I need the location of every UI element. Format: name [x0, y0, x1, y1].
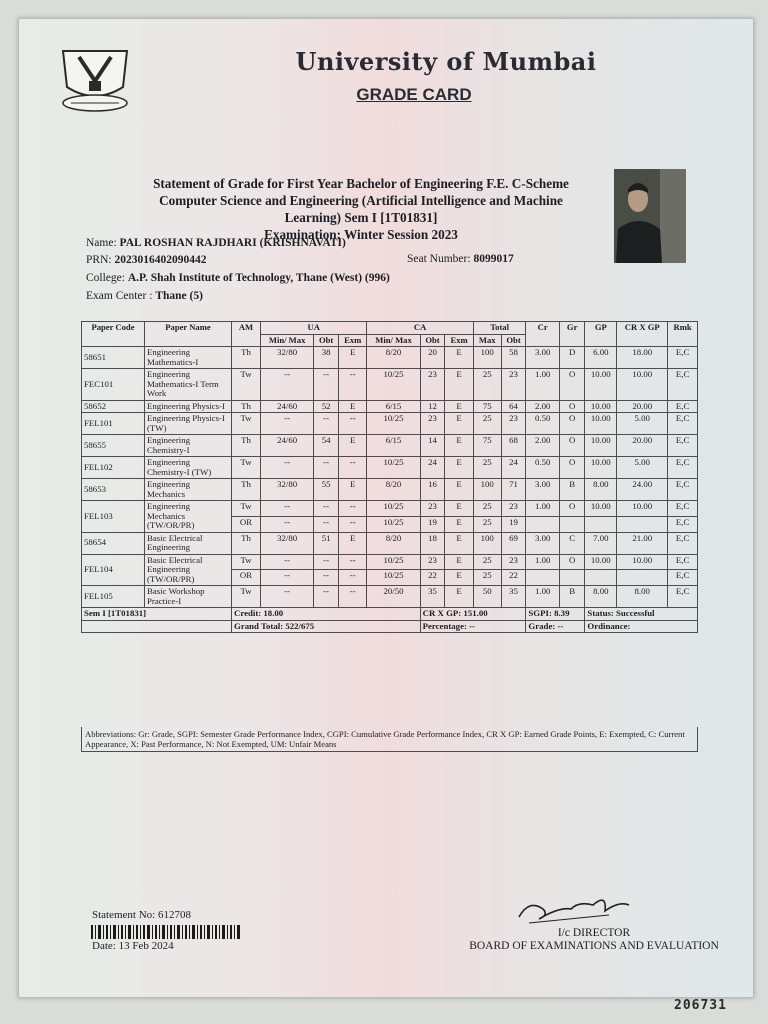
exam-center-row [86, 288, 203, 305]
cell-cr: 1.00 [526, 586, 560, 608]
table-row [82, 400, 698, 413]
cell-am: Tw [232, 457, 261, 479]
cell-ca-mm: 6/15 [367, 400, 420, 413]
cell-gr: O [559, 435, 584, 457]
cell-ca-obt: 23 [420, 501, 445, 517]
cell-ca-mm: 10/25 [367, 413, 420, 435]
cell-max: 25 [473, 369, 501, 401]
statement-line-2: Computer Science and Engineering (Artificial Intelligence and Machine [159, 193, 563, 208]
table-row [82, 554, 698, 570]
cell-obt: 58 [501, 347, 526, 369]
cell-ua-exm: E [338, 347, 366, 369]
center-value: Thane (5) [155, 290, 203, 302]
student-name: PAL ROSHAN RAJDHARI (KRISHNAVATI) [119, 237, 346, 249]
cell-ua-exm: E [338, 532, 366, 554]
ordinance: Ordinance: [585, 620, 698, 633]
cell-obt: 71 [501, 479, 526, 501]
table-row [82, 413, 698, 435]
cell-gp: 8.00 [585, 586, 617, 608]
cell-ua-mm: -- [261, 570, 314, 586]
statement-line-1: Statement of Grade for First Year Bachelor of Engineering F.E. C-Scheme [153, 176, 569, 191]
paper-name: Engineering Chemistry-I [145, 435, 232, 457]
cell-ca-obt: 23 [420, 369, 445, 401]
paper-name: Basic Electrical Engineering [145, 532, 232, 554]
cell-ua-obt: 54 [314, 435, 339, 457]
paper-code: 58654 [82, 532, 145, 554]
cell-gr-blank [559, 516, 584, 532]
cell-ca-exm: E [445, 570, 473, 586]
cell-am: Tw [232, 413, 261, 435]
cell-am: Tw [232, 369, 261, 401]
cell-ca-exm: E [445, 347, 473, 369]
cell-ua-obt: -- [314, 554, 339, 570]
cell-am: Tw [232, 501, 261, 517]
cell-ca-exm: E [445, 400, 473, 413]
cell-ua-exm: -- [338, 457, 366, 479]
cell-ua-exm: -- [338, 516, 366, 532]
cell-ca-obt: 23 [420, 413, 445, 435]
cell-ua-obt: 55 [314, 479, 339, 501]
cell-gr-blank [559, 570, 584, 586]
cell-ca-mm: 8/20 [367, 479, 420, 501]
cell-crgp: 20.00 [617, 400, 668, 413]
cell-rmk: E,C [668, 570, 698, 586]
cell-crgp: 24.00 [617, 479, 668, 501]
student-name-row [86, 235, 346, 252]
cell-ca-exm: E [445, 479, 473, 501]
cell-obt: 24 [501, 457, 526, 479]
cell-ua-mm: 32/80 [261, 532, 314, 554]
cell-ca-exm: E [445, 501, 473, 517]
cell-rmk: E,C [668, 479, 698, 501]
cell-ua-exm: -- [338, 554, 366, 570]
cell-cr-blank [526, 570, 560, 586]
cell-gp: 10.00 [585, 413, 617, 435]
cell-gr: B [559, 479, 584, 501]
college-label: College: [86, 272, 125, 284]
cell-gp: 10.00 [585, 435, 617, 457]
student-photo [614, 169, 686, 263]
cell-obt: 69 [501, 532, 526, 554]
cell-rmk: E,C [668, 369, 698, 401]
cell-gr: O [559, 400, 584, 413]
cell-crgp: 21.00 [617, 532, 668, 554]
name-label: Name: [86, 237, 117, 249]
college-row [86, 270, 390, 287]
cell-ua-exm: -- [338, 501, 366, 517]
cell-gr: O [559, 554, 584, 570]
table-row [82, 586, 698, 608]
percentage: Percentage: -- [420, 620, 526, 633]
cell-max: 75 [473, 400, 501, 413]
cell-crgp: 10.00 [617, 554, 668, 570]
paper-name: Engineering Mechanics (TW/OR/PR) [145, 501, 232, 533]
table-row [82, 369, 698, 401]
cell-ua-exm: -- [338, 570, 366, 586]
board-name: BOARD OF EXAMINATIONS AND EVALUATION [469, 940, 719, 952]
crxgp-total: CR X GP: 151.00 [420, 608, 526, 621]
paper-name: Engineering Mathematics-I Term Work [145, 369, 232, 401]
cell-cr: 2.00 [526, 400, 560, 413]
person-silhouette-icon [614, 169, 686, 263]
cell-max: 25 [473, 501, 501, 517]
cell-cr: 3.00 [526, 347, 560, 369]
prn-label: PRN: [86, 254, 112, 266]
cell-ca-obt: 16 [420, 479, 445, 501]
cell-gr: D [559, 347, 584, 369]
cell-ca-exm: E [445, 457, 473, 479]
cell-rmk: E,C [668, 501, 698, 517]
summary-row-2 [82, 620, 698, 633]
cell-ca-mm: 10/25 [367, 554, 420, 570]
cell-rmk: E,C [668, 554, 698, 570]
cell-ca-mm: 20/50 [367, 586, 420, 608]
credit-total: Credit: 18.00 [232, 608, 421, 621]
abbreviations-note: Abbreviations: Gr: Grade, SGPI: Semester Grade Performance Index, CGPI: Cumulative Grade Performance Index, CR X GP: Earned Grade Points, E: Exempted, C: Current Appearance, X: Past Performance, N: Not Exempted, UM: Unfair Means [81, 727, 698, 752]
cell-ua-obt: -- [314, 586, 339, 608]
cell-obt: 19 [501, 516, 526, 532]
cell-max: 75 [473, 435, 501, 457]
col-rmk: Rmk [668, 322, 698, 347]
statement-line-4: Examination: Winter Session 2023 [264, 227, 458, 242]
cell-gp-blank [585, 516, 617, 532]
cell-gr: O [559, 369, 584, 401]
cell-gp: 10.00 [585, 457, 617, 479]
cell-crgp: 10.00 [617, 501, 668, 517]
cell-crgp: 10.00 [617, 369, 668, 401]
paper-code: 58651 [82, 347, 145, 369]
cell-rmk: E,C [668, 457, 698, 479]
sgpi-value: SGPI: 8.39 [526, 608, 585, 621]
cell-gr: O [559, 413, 584, 435]
cell-max: 25 [473, 413, 501, 435]
cell-am: Tw [232, 586, 261, 608]
cell-ua-mm: -- [261, 413, 314, 435]
cell-rmk: E,C [668, 400, 698, 413]
statement-heading [81, 175, 641, 243]
table-row [82, 457, 698, 479]
cell-ca-exm: E [445, 413, 473, 435]
cell-am: Th [232, 400, 261, 413]
grade-card-title: GRADE CARD [356, 85, 472, 104]
cell-am: Th [232, 479, 261, 501]
cell-ca-exm: E [445, 532, 473, 554]
cell-ua-exm: -- [338, 369, 366, 401]
cell-ua-obt: 52 [314, 400, 339, 413]
cell-am: Th [232, 435, 261, 457]
sem-label: Sem I [1T01831] [82, 608, 232, 621]
cell-rmk: E,C [668, 413, 698, 435]
paper-name: Engineering Physics-I (TW) [145, 413, 232, 435]
center-label: Exam Center : [86, 290, 153, 302]
paper-name: Engineering Mechanics [145, 479, 232, 501]
cell-ca-exm: E [445, 435, 473, 457]
cell-rmk: E,C [668, 435, 698, 457]
cell-max: 100 [473, 479, 501, 501]
total-obt: Obt [501, 334, 526, 347]
prn-value: 2023016402090442 [114, 254, 207, 266]
cell-ca-exm: E [445, 516, 473, 532]
table-row [82, 532, 698, 554]
college-value: A.P. Shah Institute of Technology, Thane (West) (996) [127, 272, 390, 284]
cell-ua-exm: E [338, 479, 366, 501]
grades-body [82, 347, 698, 608]
cell-am: Tw [232, 554, 261, 570]
ua-minmax: Min/ Max [261, 334, 314, 347]
cell-cr: 0.50 [526, 457, 560, 479]
paper-code: 58653 [82, 479, 145, 501]
cell-ca-exm: E [445, 369, 473, 401]
barcode-icon [91, 925, 241, 939]
ca-minmax: Min/ Max [367, 334, 420, 347]
seat-value: 8099017 [473, 253, 514, 265]
cell-gr: C [559, 532, 584, 554]
cell-crgp: 5.00 [617, 457, 668, 479]
cell-ca-mm: 10/25 [367, 501, 420, 517]
cell-rmk: E,C [668, 586, 698, 608]
cell-obt: 22 [501, 570, 526, 586]
cell-ua-mm: 32/80 [261, 479, 314, 501]
paper-name: Engineering Physics-I [145, 400, 232, 413]
grade-summary: Grade: -- [526, 620, 585, 633]
col-total: Total [473, 322, 526, 335]
grade-card-sheet [18, 18, 754, 998]
cell-cr: 3.00 [526, 479, 560, 501]
cell-crgp: 8.00 [617, 586, 668, 608]
cell-obt: 23 [501, 554, 526, 570]
ca-obt: Obt [420, 334, 445, 347]
cell-ca-obt: 14 [420, 435, 445, 457]
cell-ua-mm: -- [261, 369, 314, 401]
cell-ua-mm: -- [261, 501, 314, 517]
cell-ua-obt: -- [314, 457, 339, 479]
cell-gr: O [559, 457, 584, 479]
summary-row-1 [82, 608, 698, 621]
cell-ca-exm: E [445, 586, 473, 608]
status-value: Status: Successful [585, 608, 698, 621]
col-cr: Cr [526, 322, 560, 347]
cell-ca-mm: 10/25 [367, 570, 420, 586]
cell-obt: 35 [501, 586, 526, 608]
paper-code: 58655 [82, 435, 145, 457]
cell-obt: 23 [501, 413, 526, 435]
table-row [82, 479, 698, 501]
prn-row [86, 252, 206, 269]
cell-ua-mm: 24/60 [261, 435, 314, 457]
cell-rmk: E,C [668, 516, 698, 532]
cell-ca-obt: 19 [420, 516, 445, 532]
cell-crgp-blank [617, 570, 668, 586]
cell-rmk: E,C [668, 532, 698, 554]
cell-gp: 8.00 [585, 479, 617, 501]
cell-ua-mm: 24/60 [261, 400, 314, 413]
grand-total: Grand Total: 522/675 [232, 620, 421, 633]
cell-ca-mm: 10/25 [367, 369, 420, 401]
cell-ca-mm: 8/20 [367, 532, 420, 554]
cell-ca-obt: 24 [420, 457, 445, 479]
summary-blank [82, 620, 232, 633]
cell-ua-mm: -- [261, 457, 314, 479]
grades-table [81, 321, 698, 633]
cell-ua-obt: -- [314, 501, 339, 517]
cell-ua-exm: -- [338, 413, 366, 435]
cell-cr-blank [526, 516, 560, 532]
cell-ua-obt: 51 [314, 532, 339, 554]
cell-rmk: E,C [668, 347, 698, 369]
col-am: AM [232, 322, 261, 347]
cell-crgp: 5.00 [617, 413, 668, 435]
cell-ca-mm: 10/25 [367, 516, 420, 532]
cell-cr: 1.00 [526, 369, 560, 401]
total-max: Max [473, 334, 501, 347]
paper-code: 58652 [82, 400, 145, 413]
cell-gp: 10.00 [585, 501, 617, 517]
cell-ca-obt: 20 [420, 347, 445, 369]
cell-am: Th [232, 347, 261, 369]
cell-max: 25 [473, 457, 501, 479]
cell-ua-mm: 32/80 [261, 347, 314, 369]
cell-gr: O [559, 501, 584, 517]
cell-obt: 64 [501, 400, 526, 413]
cell-ua-obt: -- [314, 413, 339, 435]
paper-name: Engineering Chemistry-I (TW) [145, 457, 232, 479]
cell-ca-mm: 6/15 [367, 435, 420, 457]
ua-exm: Exm [338, 334, 366, 347]
cell-cr: 3.00 [526, 532, 560, 554]
cell-cr: 0.50 [526, 413, 560, 435]
cell-max: 50 [473, 586, 501, 608]
cell-am: Th [232, 532, 261, 554]
ca-exm: Exm [445, 334, 473, 347]
cell-gp: 10.00 [585, 400, 617, 413]
cell-gp: 6.00 [585, 347, 617, 369]
cell-ca-mm: 10/25 [367, 457, 420, 479]
cell-ca-obt: 12 [420, 400, 445, 413]
statement-date: Date: 13 Feb 2024 [92, 940, 174, 952]
cell-max: 25 [473, 570, 501, 586]
table-row [82, 501, 698, 517]
cell-ua-obt: -- [314, 369, 339, 401]
cell-obt: 68 [501, 435, 526, 457]
serial-number: 206731 [674, 998, 727, 1013]
col-crxgp: CR X GP [617, 322, 668, 347]
cell-am: OR [232, 570, 261, 586]
col-ca: CA [367, 322, 473, 335]
cell-gp: 7.00 [585, 532, 617, 554]
cell-crgp-blank [617, 516, 668, 532]
cell-max: 25 [473, 554, 501, 570]
cell-ua-obt: -- [314, 516, 339, 532]
seat-label: Seat Number: [407, 253, 471, 265]
cell-ua-obt: -- [314, 570, 339, 586]
cell-crgp: 18.00 [617, 347, 668, 369]
paper-code: FEL103 [82, 501, 145, 533]
col-paper-code: Paper Code [82, 322, 145, 347]
col-paper-name: Paper Name [145, 322, 232, 347]
cell-max: 100 [473, 347, 501, 369]
cell-cr: 1.00 [526, 501, 560, 517]
ua-obt: Obt [314, 334, 339, 347]
col-ua: UA [261, 322, 367, 335]
cell-obt: 23 [501, 501, 526, 517]
seat-row [407, 253, 514, 265]
cell-obt: 23 [501, 369, 526, 401]
director-block [439, 927, 749, 953]
director-title: I/c DIRECTOR [557, 927, 631, 939]
cell-ca-obt: 35 [420, 586, 445, 608]
cell-ua-exm: -- [338, 586, 366, 608]
table-row [82, 347, 698, 369]
cell-ca-mm: 8/20 [367, 347, 420, 369]
university-name: University of Mumbai [295, 47, 597, 76]
cell-max: 100 [473, 532, 501, 554]
col-gr: Gr [559, 322, 584, 347]
cell-ua-obt: 38 [314, 347, 339, 369]
paper-code: FEC101 [82, 369, 145, 401]
cell-ca-obt: 23 [420, 554, 445, 570]
cell-cr: 2.00 [526, 435, 560, 457]
paper-name: Basic Workshop Practice-I [145, 586, 232, 608]
cell-gp-blank [585, 570, 617, 586]
paper-name: Basic Electrical Engineering (TW/OR/PR) [145, 554, 232, 586]
cell-ca-obt: 22 [420, 570, 445, 586]
statement-line-3: Learning) Sem I [1T01831] [284, 210, 438, 225]
paper-name: Engineering Mathematics-I [145, 347, 232, 369]
cell-am: OR [232, 516, 261, 532]
cell-ua-exm: E [338, 400, 366, 413]
cell-ca-obt: 18 [420, 532, 445, 554]
cell-max: 25 [473, 516, 501, 532]
col-gp: GP [585, 322, 617, 347]
cell-cr: 1.00 [526, 554, 560, 570]
cell-ua-mm: -- [261, 586, 314, 608]
cell-ua-mm: -- [261, 516, 314, 532]
table-row [82, 435, 698, 457]
paper-code: FEL104 [82, 554, 145, 586]
cell-gp: 10.00 [585, 369, 617, 401]
paper-code: FEL102 [82, 457, 145, 479]
statement-number: Statement No: 612708 [92, 909, 191, 921]
cell-gr: B [559, 586, 584, 608]
paper-code: FEL105 [82, 586, 145, 608]
cell-crgp: 20.00 [617, 435, 668, 457]
cell-ua-exm: E [338, 435, 366, 457]
director-signature [509, 879, 649, 929]
cell-ca-exm: E [445, 554, 473, 570]
cell-gp: 10.00 [585, 554, 617, 570]
paper-code: FEL101 [82, 413, 145, 435]
cell-ua-mm: -- [261, 554, 314, 570]
